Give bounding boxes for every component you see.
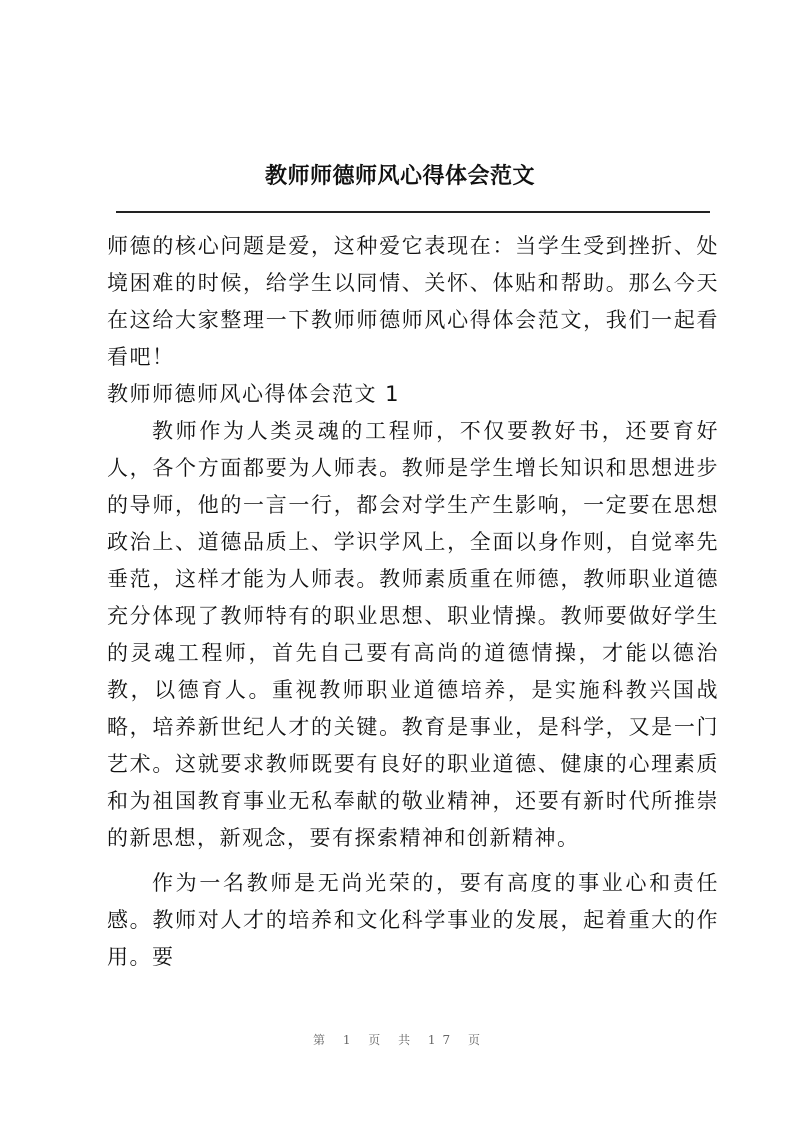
document-body (107, 228, 719, 976)
section-heading: 教师师德师风心得体会范文 1 (107, 382, 401, 406)
body-paragraph-1: 教师作为人类灵魂的工程师，不仅要教好书，还要育好人，各个方面都要为人师表。教师是学生增长知识和思想进步的导师，他的一言一行，都会对学生产生影响，一定要在思想政治上、道德品质上、学识学风上，全面以身作则，自觉率先垂范，这样才能为人师表。教师素质重在师德，教师职业道德充分体现了教师特有的职业思想、职业情操。教师要做好学生的灵魂工程师，首先自己要有高尚的道德情操，才能以德治教，以德育人。重视教师职业道德培养，是实施科教兴国战略，培养新世纪人才的关键。教育是事业，是科学，又是一门艺术。这就要求教师既要有良好的职业道德、健康的心理素质和为祖国教育事业无私奉献的敬业精神，还要有新时代所推崇的新思想，新观念，要有探索精神和创新精神。 (107, 419, 719, 850)
intro-paragraph: 师德的核心问题是爱，这种爱它表现在：当学生受到挫折、处境困难的时候，给学生以同情、关怀、体贴和帮助。那么今天在这给大家整理一下教师师德师风心得体会范文，我们一起看看吧！ (107, 234, 719, 369)
page-number: 第 1 页 共 17 页 (313, 1033, 487, 1047)
title-divider (116, 211, 710, 213)
document-title: 教师师德师风心得体会范文 (264, 164, 535, 189)
body-paragraph-2: 作为一名教师是无尚光荣的，要有高度的事业心和责任感。教师对人才的培养和文化科学事业的发展，起着重大的作用。要 (107, 871, 719, 969)
